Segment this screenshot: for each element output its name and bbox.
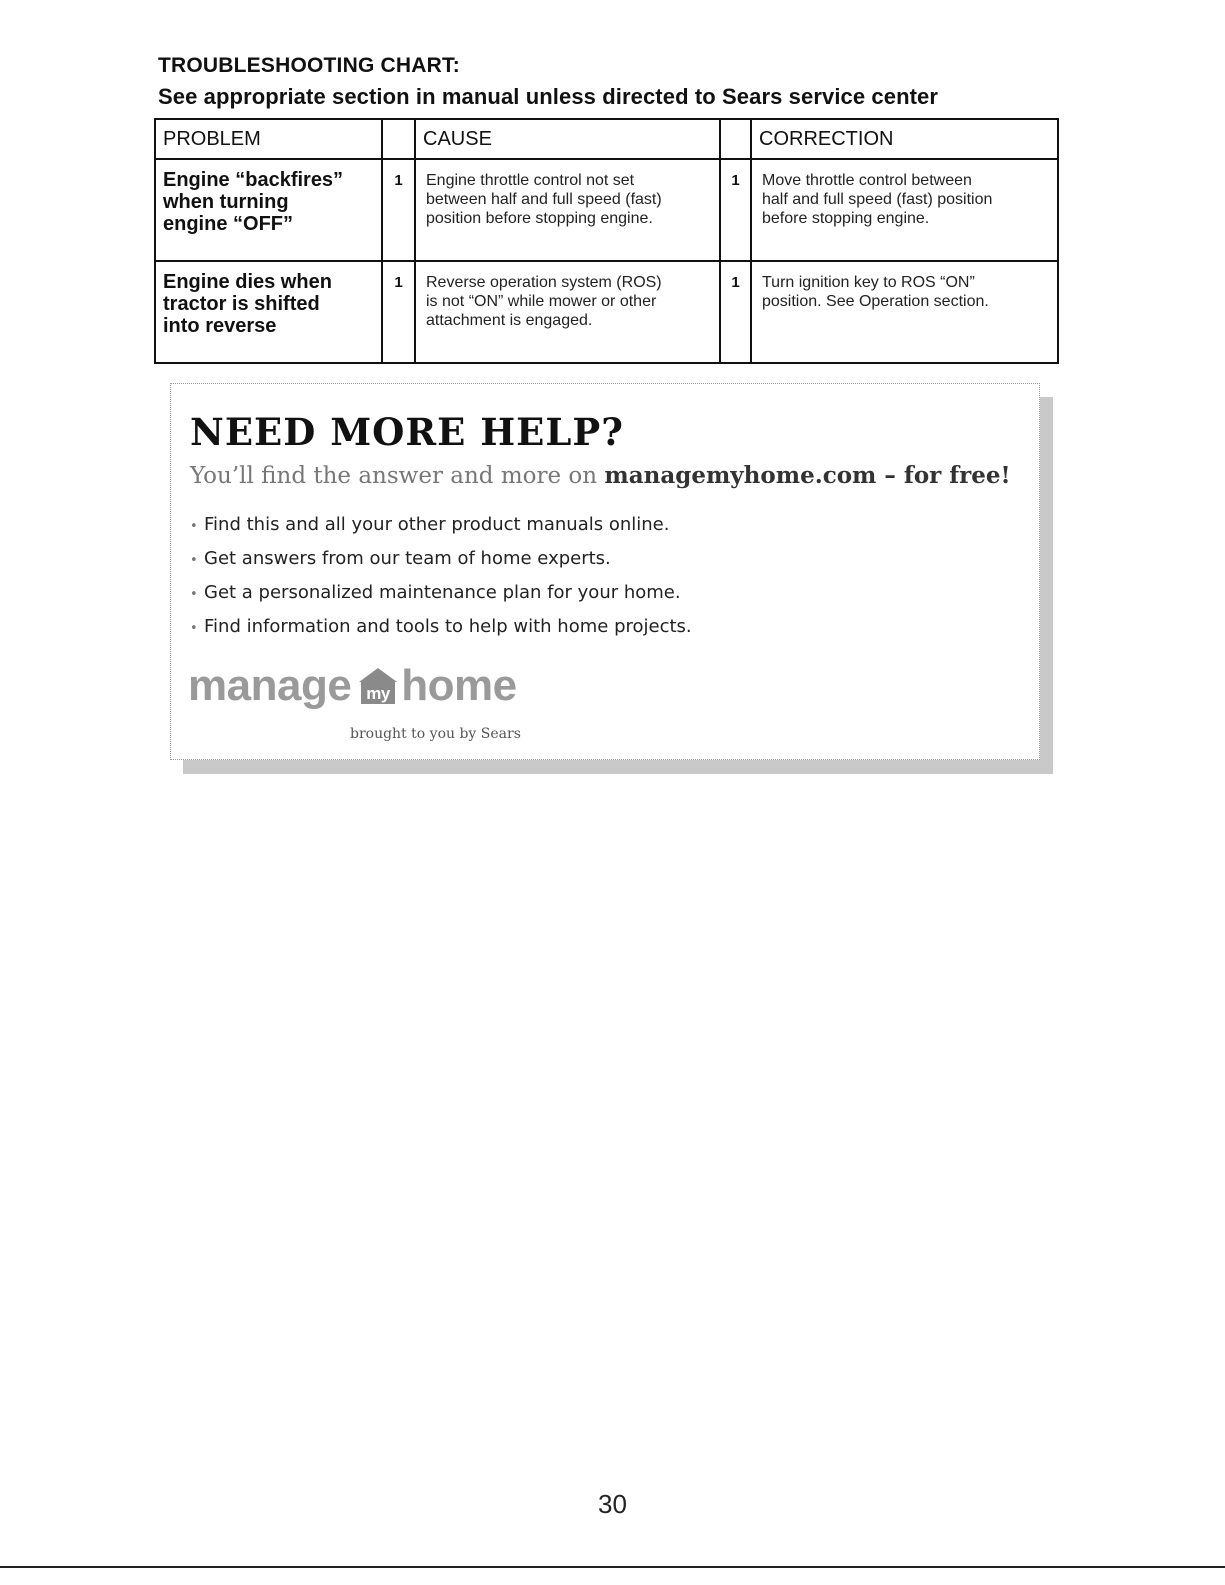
list-item [190, 616, 692, 650]
bullet-icon: • [190, 553, 198, 568]
problem-line: Engine dies when [163, 271, 332, 293]
correction-line: position. See Operation section. [762, 293, 989, 310]
list-item [190, 514, 692, 548]
cause-line: is not “ON” while mower or other [426, 293, 657, 310]
bullet-text: Get answers from our team of home experts. [204, 548, 611, 569]
chart-subtitle: See appropriate section in manual unless directed to Sears service center [158, 84, 939, 109]
logo-text-home: home [401, 661, 517, 710]
cause-line: Reverse operation system (ROS) [426, 274, 662, 291]
table-header-row [155, 119, 1058, 159]
bullet-text: Find information and tools to help with home projects. [204, 616, 692, 637]
logo-text-manage: manage [188, 661, 352, 710]
help-subtitle-suffix: – for free! [876, 462, 1011, 489]
problem-line: Engine “backfires” [163, 169, 344, 191]
cause-line: Engine throttle control not set [426, 172, 635, 189]
cause-line: attachment is engaged. [426, 312, 593, 329]
header-correction: CORRECTION [751, 119, 1058, 159]
bullet-icon: • [190, 621, 198, 636]
help-subtitle-prefix: You’ll find the answer and more on [190, 463, 605, 489]
bullet-icon: • [190, 587, 198, 602]
bullet-icon: • [190, 519, 198, 534]
help-site-link[interactable]: managemyhome.com [604, 462, 877, 489]
cause-number: 1 [382, 159, 415, 261]
correction-line: before stopping engine. [762, 210, 930, 227]
correction-number: 1 [720, 159, 751, 261]
problem-line: engine “OFF” [163, 213, 293, 235]
cause-line: position before stopping engine. [426, 210, 653, 227]
help-subtitle [190, 462, 1011, 489]
bullet-text: Get a personalized maintenance plan for your home. [204, 582, 681, 603]
list-item [190, 548, 692, 582]
logo-text-my: my [366, 684, 391, 703]
troubleshooting-table [154, 118, 1059, 364]
help-title: NEED MORE HELP? [190, 410, 624, 454]
correction-cell [751, 159, 1058, 261]
header-problem: PROBLEM [155, 119, 382, 159]
correction-number: 1 [720, 261, 751, 363]
correction-cell [751, 261, 1058, 363]
cause-cell [415, 159, 720, 261]
table-row [155, 261, 1058, 363]
cause-number: 1 [382, 261, 415, 363]
need-more-help-box [170, 383, 1040, 760]
header-cause: CAUSE [415, 119, 720, 159]
correction-line: Turn ignition key to ROS “ON” [762, 274, 975, 291]
chart-title: TROUBLESHOOTING CHART: [158, 54, 460, 77]
house-icon [357, 666, 399, 706]
bullet-text: Find this and all your other product manuals online. [204, 514, 670, 535]
bottom-divider [0, 1566, 1225, 1568]
table-row [155, 159, 1058, 261]
managemyhome-logo [188, 662, 517, 710]
cause-cell [415, 261, 720, 363]
problem-cell [155, 261, 382, 363]
byline: brought to you by Sears [350, 726, 521, 742]
cause-line: between half and full speed (fast) [426, 191, 662, 208]
correction-line: half and full speed (fast) position [762, 191, 993, 208]
page-number: 30 [598, 1489, 627, 1519]
problem-cell [155, 159, 382, 261]
correction-line: Move throttle control between [762, 172, 972, 189]
header-correction-number [720, 119, 751, 159]
problem-line: when turning [163, 191, 289, 213]
help-bullet-list [190, 514, 692, 650]
problem-line: tractor is shifted [163, 293, 320, 315]
problem-line: into reverse [163, 315, 277, 337]
header-cause-number [382, 119, 415, 159]
list-item [190, 582, 692, 616]
